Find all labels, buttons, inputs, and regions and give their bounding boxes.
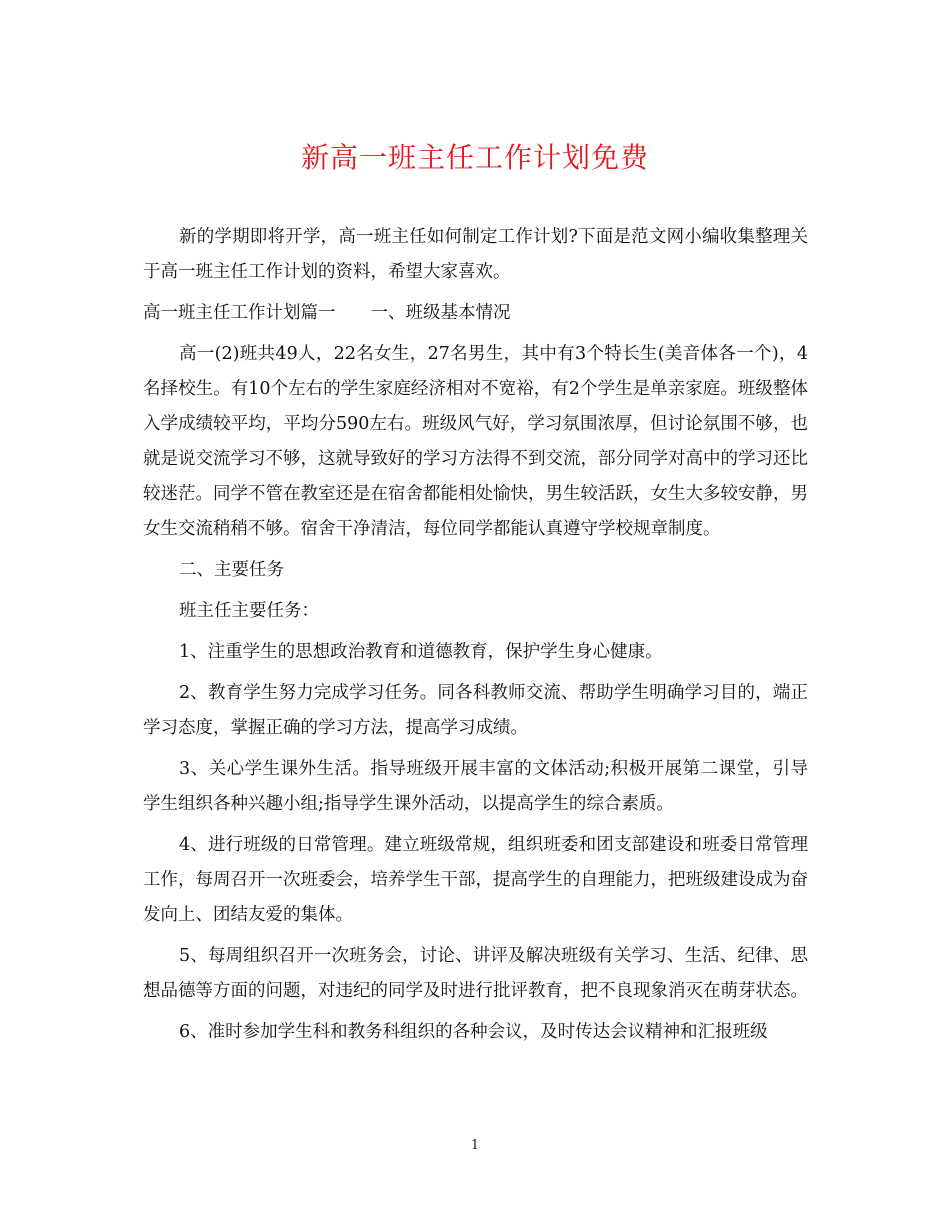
task-item-4: 4、进行班级的日常管理。建立班级常规，组织班委和团支部建设和班委日常管理工作，每周召开一次班委会，培养学生干部，提高学生的自理能力，把班级建设成为奋发向上、团结友爱的集体。 bbox=[143, 835, 808, 925]
task-item-5: 5、每周组织召开一次班务会，讨论、讲评及解决班级有关学习、生活、纪律、思想品德等方面的问题，对违纪的同学及时进行批评教育，把不良现象消灭在萌芽状态。 bbox=[143, 946, 808, 1001]
page-number: 1 bbox=[470, 1138, 480, 1153]
task-item-6: 6、准时参加学生科和教务科组织的各种会议，及时传达会议精神和汇报班级 bbox=[179, 1022, 768, 1042]
document-title: 新高一班主任工作计划免费 bbox=[300, 141, 649, 174]
intro-paragraph: 新的学期即将开学，高一班主任如何制定工作计划?下面是范文网小编收集整理关于高一班主任工作计划的资料，希望大家喜欢。 bbox=[143, 227, 808, 282]
section-heading-main-tasks: 二、主要任务 bbox=[179, 560, 284, 580]
class-info-paragraph: 高一(2)班共49人，22名女生，27名男生，其中有3个特长生(美音体各一个)，4名择校生。有10个左右的学生家庭经济相对不宽裕，有2个学生是单亲家庭。班级整体入学成绩较平均，平均分590左右。班级风气好，学习氛围浓厚，但讨论氛围不够，也就是说交流学习不够，这就导致好的学习方法得不到交流，部分同学对高中的学习还比较迷茫。同学不管在教室还是在宿舍都能相处愉快，男生较活跃，女生大多较安静，男女生交流稍稍不够。宿舍干净清洁，每位同学都能认真遵守学校规章制度。 bbox=[143, 344, 808, 539]
document-body bbox=[143, 220, 808, 1050]
task-item-1: 1、注重学生的思想政治教育和道德教育，保护学生身心健康。 bbox=[179, 642, 663, 662]
task-item-3: 3、关心学生课外生活。指导班级开展丰富的文体活动;积极开展第二课堂，引导学生组织各种兴趣小组;指导学生课外活动，以提高学生的综合素质。 bbox=[143, 759, 808, 814]
section-heading-basic-info: 高一班主任工作计划篇一 一、班级基本情况 bbox=[143, 303, 511, 323]
main-tasks-label: 班主任主要任务： bbox=[179, 601, 319, 621]
task-item-2: 2、教育学生努力完成学习任务。同各科教师交流、帮助学生明确学习目的，端正学习态度，掌握正确的学习方法，提高学习成绩。 bbox=[143, 683, 808, 738]
